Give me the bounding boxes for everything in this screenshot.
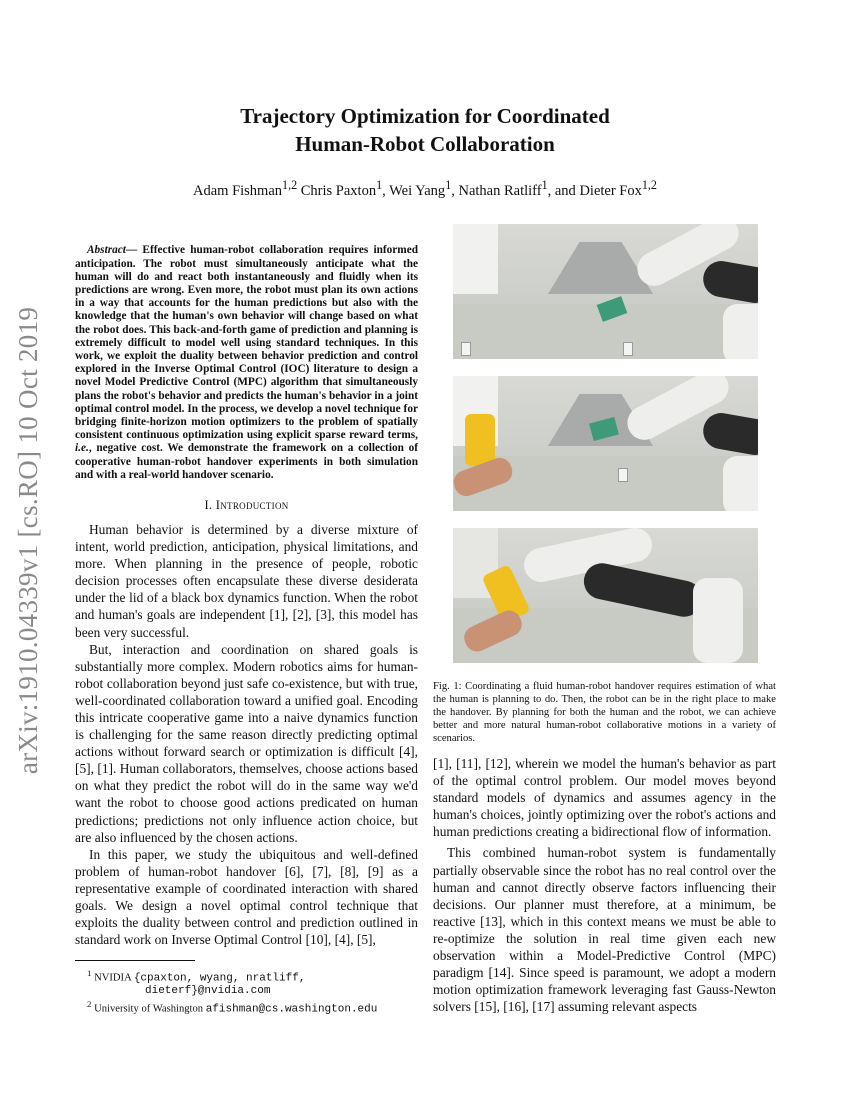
right-paragraph-1: [1], [11], [12], wherein we model the human's behavior as part of the optimal control problem. Our model moves beyond standard models of dynamics and assumes agency in the human's choices, jointly optimizing over the robot's actions and human predictions creating a bidirectional flow of information. [433,756,776,840]
section-name: Introduction [215,497,289,512]
title-line-1: Trajectory Optimization for Coordinated [240,104,610,128]
author-name: Adam Fishman [193,182,283,199]
footnote-org: NVIDIA [94,972,134,984]
author-affiliation: 1 [445,178,452,192]
abstract-label: Abstract [87,244,126,257]
right-column-text [433,755,776,1015]
author-affiliation: 1 [376,178,383,192]
author-affiliation: 1 [541,178,548,192]
intro-paragraph-2: But, interaction and coordination on shared goals is substantially more complex. Modern robotics aims for human-robot collaboration beyond just safe co-existence, but with true, well-coordinated collaboration toward a unified goal. Encoding this intricate cooperative game into a naive dynamics function is challenging for the same reason directly predicting optimal actions without forward search or optimization is difficult [4], [5], [1]. Human collaborators, themselves, choose actions based on what they predict the robot will do in the same way we'd want the robot to choose good actions predicated on human predictions; predictions not only influence action choice, but are also influenced by the chosen actions. [75,641,418,845]
intro-paragraph-1: Human behavior is determined by a diverse mixture of intent, world prediction, anticipation, physical limitations, and more. When planning in the presence of people, robotic decision processes often encapsulate these diverse desiderata under the lid of a black box dynamics function. When the robot and human's goals are independent [1], [2], [3], this model has been very successful. [75,521,418,640]
abstract-text: Effective human-robot collaboration requires informed anticipation. The robot must simultaneously anticipate what the human will do and react both instantaneously and fluidly when its predictions are wrong. Even more, the robot must plan its own actions in a way that accounts for the human predictions but also with the knowledge that the human's own behavior will change based on what the robot does. This back-and-forth game of prediction and planning is extremely difficult to model well using standard techniques. In this work, we exploit the duality between behavior prediction and control explored in the Inverse Optimal Control (IOC) literature to design a novel Model Predictive Control (MPC) algorithm that simultaneously plans the robot's behavior and predicts the human's behavior in a joint optimal control model. In the process, we develop a novel technique for bridging finite-horizon motion optimizers to the problem of spatially consistent continuous optimization using explicit sparse reward terms, [75,244,418,442]
figure-1 [433,224,776,745]
author-name: Wei Yang [389,182,446,199]
arxiv-identifier [14,295,44,785]
footnote-mark: 2 [87,999,92,1010]
right-paragraph-2: This combined human-robot system is fundamentally partially observable since the robot has no real control over the human and cannot directly observe factors influencing their decisions. Our planner must therefore, at a minimum, be reactive [13], which in this context means we must be able to re-optimize the solution in real time given each new observation within a Model-Predictive Control (MPC) paradigm [14]. Since speed is paramount, we adopt a modern motion optimization framework leveraging fast Gauss-Newton solvers [15], [16], [17] assuming relevant aspects [433,845,776,1015]
author-name: Chris Paxton [300,182,377,199]
author-list [80,178,770,200]
author-separator: , and [547,182,580,199]
author-affiliation: 1,2 [282,178,298,192]
figure-photo-2 [453,376,758,511]
section-heading-introduction [75,498,418,513]
footnote-org: University of Washington [94,1003,206,1015]
footnote-emails-cont: dieterf}@nvidia.com [145,985,271,998]
footnote-2 [75,998,418,1016]
left-column [75,233,418,1016]
section-numeral: I. [204,497,213,512]
author-separator: , [382,182,390,199]
abstract-dash: — [125,244,143,257]
author-name: Nathan Ratliff [458,182,542,199]
footnote-divider [75,960,195,961]
footnote-email: afishman@cs.washington.edu [205,1003,378,1016]
abstract-ie: i.e. [75,442,89,455]
arxiv-id-text: arXiv:1910.04339v1 [cs.RO] 10 Oct 2019 [13,306,44,774]
intro-paragraph-3: In this paper, we study the ubiquitous and well-defined problem of human-robot handover [6], [7], [8], [9] as a representative example of coordinated interaction with shared goals. We design a novel optimal control technique that exploits the duality between control and prediction outlined in standard work on Inverse Optimal Control [10], [4], [5], [75,846,418,948]
title-line-2: Human-Robot Collaboration [295,132,555,156]
paper-title [100,102,750,158]
figure-photo-1 [453,224,758,359]
footnote-1 [75,967,418,998]
figure-photo-3 [453,528,758,663]
author-name: Dieter Fox [579,182,642,199]
abstract [75,244,418,482]
figure-caption: Fig. 1: Coordinating a fluid human-robot handover requires estimation of what the human is planning to do. Then, the robot can be in the right place to make the handover. By planning for both the human and the robot, we can achieve better and more natural human-robot collaborative motions in a variety of scenarios. [433,681,776,745]
author-separator: , [451,182,459,199]
footnote-emails: {cpaxton, wyang, nratliff, [133,972,306,985]
footnote-mark: 1 [87,968,92,979]
author-affiliation: 1,2 [641,178,657,192]
abstract-text-end: , negative cost. We demonstrate the framework on a collection of cooperative human-robot handover experiments in both simulation and with a real-world handover scenario. [75,442,418,481]
